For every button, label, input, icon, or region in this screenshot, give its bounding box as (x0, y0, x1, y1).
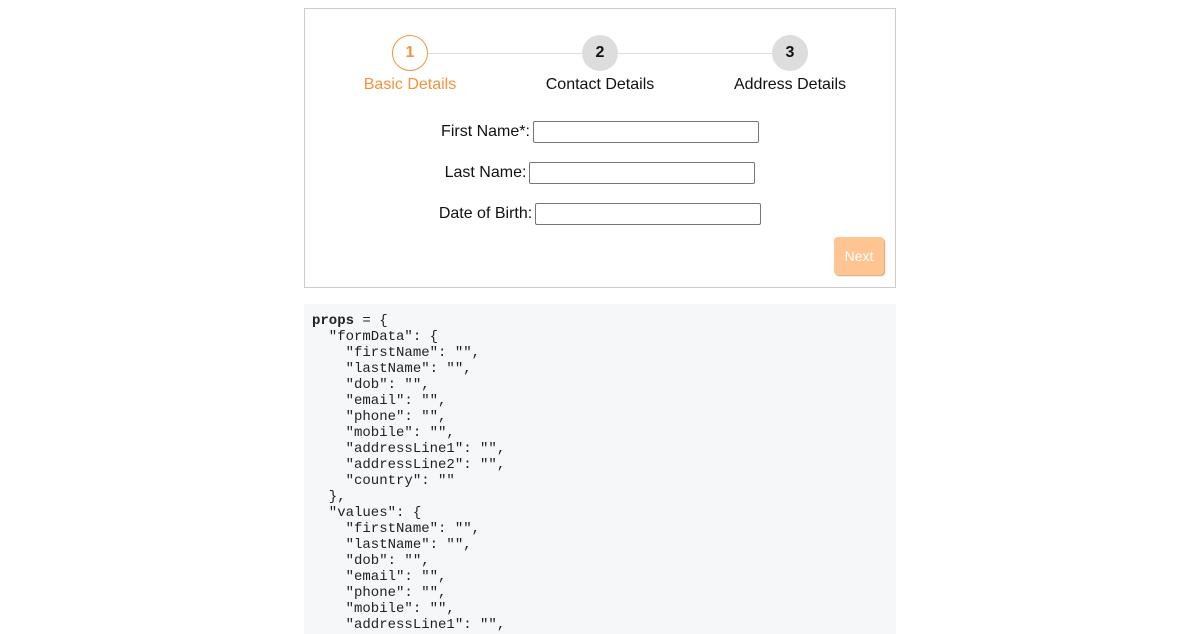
step-number: 2 (582, 35, 618, 71)
first-name-input[interactable] (533, 121, 759, 143)
step-basic-details[interactable] (310, 35, 510, 94)
next-button[interactable]: Next (834, 237, 884, 275)
dob-row (305, 203, 895, 225)
last-name-input[interactable] (529, 162, 755, 184)
dob-label: Date of Birth: (438, 205, 533, 223)
code-keyword: props (312, 313, 355, 329)
step-number: 3 (772, 35, 808, 71)
last-name-row (305, 162, 895, 184)
step-label: Address Details (733, 76, 847, 93)
form-wizard-card (304, 8, 896, 288)
step-address-details[interactable] (690, 35, 890, 94)
step-contact-details[interactable] (500, 35, 700, 94)
last-name-label: Last Name: (444, 164, 527, 182)
step-number: 1 (392, 35, 428, 71)
step-label: Basic Details (363, 76, 457, 93)
code-body: = { "formData": { "firstName": "", "lastName": "", "dob": "", "email": "", "phone": "", "mobile": "", "addressLine1": "", "addressLine2": "", "country": "" }, "values": { "firstName": "", "lastName": "", "dob": "", "email": "", "phone": "", "mobile": "", "addressLine1": "", (328, 313, 506, 633)
stepper (305, 35, 895, 105)
step-label: Contact Details (545, 76, 655, 93)
dob-input[interactable] (535, 203, 761, 225)
first-name-row (305, 121, 895, 143)
first-name-label: First Name*: (441, 123, 530, 141)
props-code-block (304, 304, 896, 634)
